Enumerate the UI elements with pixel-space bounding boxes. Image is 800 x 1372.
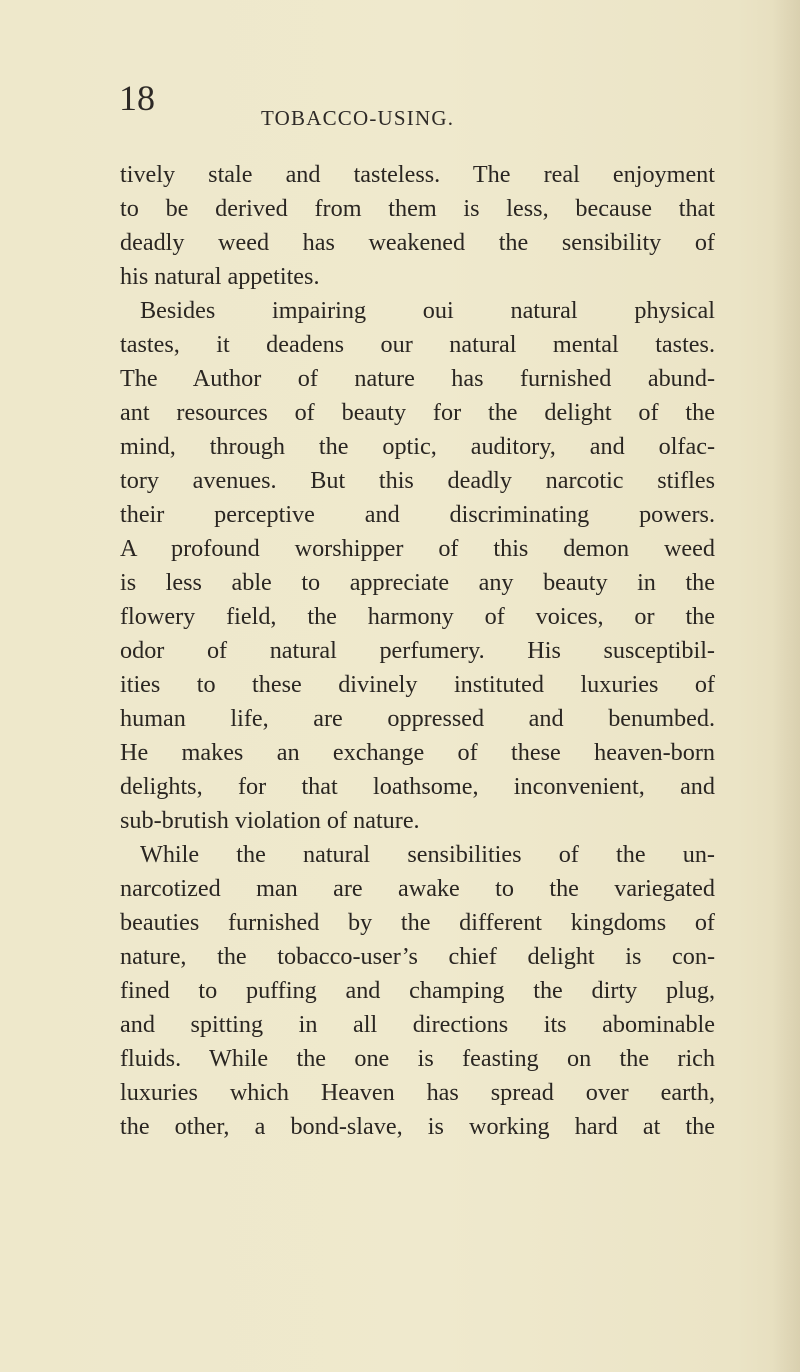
text-line: is less able to appreciate any beauty in the <box>120 569 715 596</box>
text-line: ities to these divinely instituted luxuries of <box>120 671 715 698</box>
page-edge-shadow <box>772 0 800 1372</box>
text-line: human life, are oppressed and benumbed. <box>120 705 715 732</box>
text-line: ant resources of beauty for the delight of the <box>120 399 715 426</box>
text-line: odor of natural perfumery. His susceptibil- <box>120 637 715 664</box>
text-line: Besides impairing oui natural physical <box>140 297 715 324</box>
text-line: the other, a bond-slave, is working hard at the <box>120 1113 715 1140</box>
text-line: fluids. While the one is feasting on the rich <box>120 1045 715 1072</box>
text-line: tory avenues. But this deadly narcotic stifles <box>120 467 715 494</box>
text-line: delights, for that loathsome, inconvenient, and <box>120 773 715 800</box>
text-line: A profound worshipper of this demon weed <box>120 535 715 562</box>
running-head: TOBACCO-USING. <box>261 106 455 130</box>
text-line: narcotized man are awake to the variegated <box>120 875 715 902</box>
body-text <box>120 158 715 1144</box>
text-line: While the natural sensibilities of the un- <box>140 841 715 868</box>
text-line: mind, through the optic, auditory, and olfac- <box>120 433 715 460</box>
text-line: tively stale and tasteless. The real enjoyment <box>120 161 715 188</box>
text-line: his natural appetites. <box>120 263 320 290</box>
text-line: deadly weed has weakened the sensibility of <box>120 229 715 256</box>
text-line: to be derived from them is less, because that <box>120 195 715 222</box>
text-line: beauties furnished by the different kingdoms of <box>120 909 715 936</box>
text-line: and spitting in all directions its abominable <box>120 1011 715 1038</box>
text-line: sub-brutish violation of nature. <box>120 807 420 834</box>
text-line: tastes, it deadens our natural mental tastes. <box>120 331 715 358</box>
text-line: The Author of nature has furnished abund- <box>120 365 715 392</box>
text-line: luxuries which Heaven has spread over earth, <box>120 1079 715 1106</box>
text-line: their perceptive and discriminating powers. <box>120 501 715 528</box>
text-line: He makes an exchange of these heaven-born <box>120 739 715 766</box>
text-line: fined to puffing and champing the dirty plug, <box>120 977 715 1004</box>
text-line: flowery field, the harmony of voices, or the <box>120 603 715 630</box>
text-line: nature, the tobacco-user’s chief delight is con- <box>120 943 715 970</box>
page-number: 18 <box>119 78 155 118</box>
